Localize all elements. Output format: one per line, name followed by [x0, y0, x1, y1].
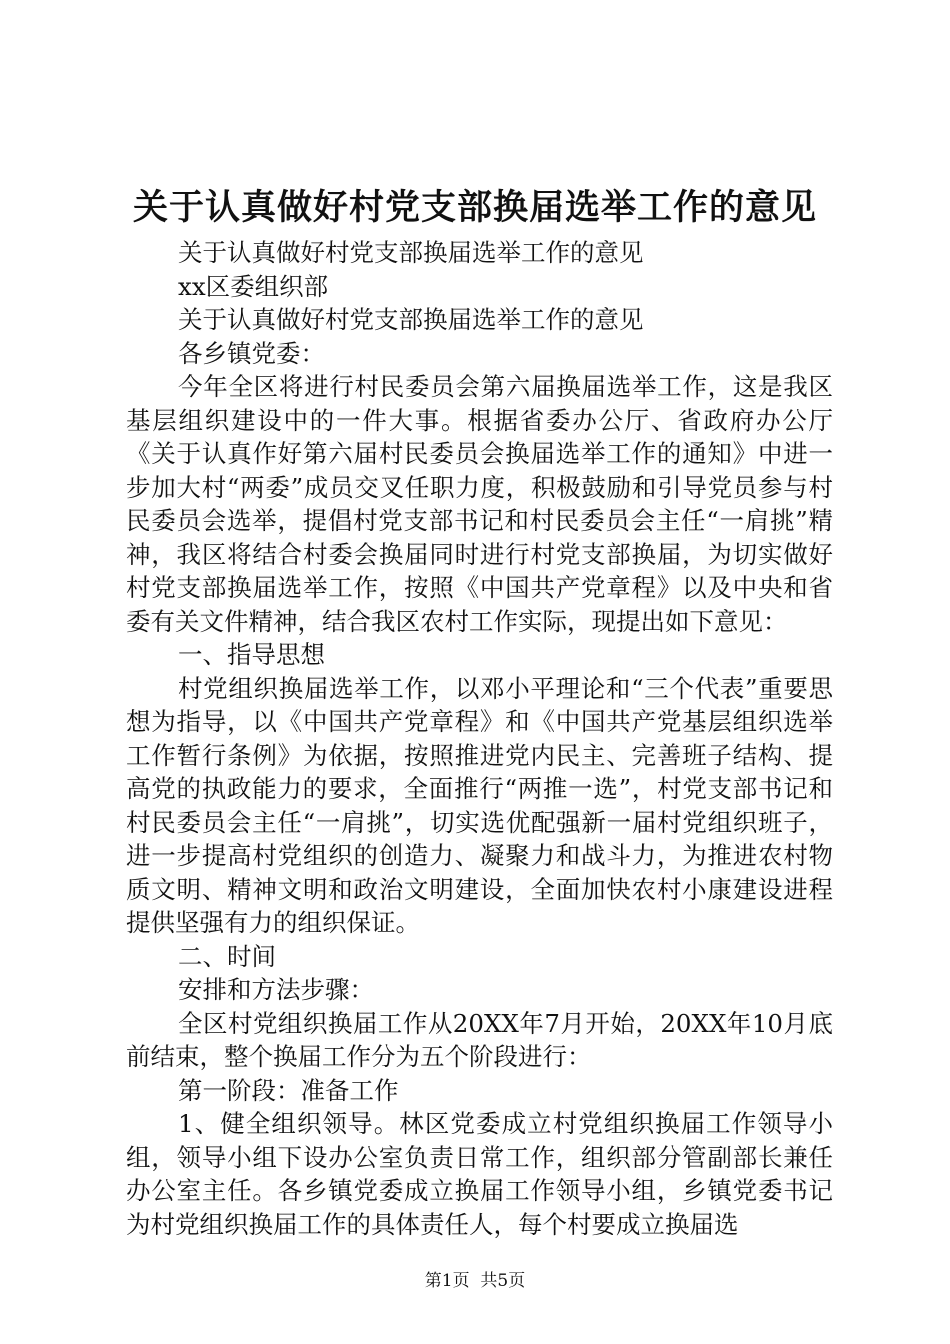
arrangement-heading: 安排和方法步骤：: [178, 975, 374, 1004]
section-heading-time: 二、时间: [178, 941, 276, 971]
issuing-department: xx区委组织部: [178, 271, 329, 301]
organization-paragraph: 1、健全组织领导。林区党委成立村党组织换届工作领导小组，领导小组下设办公室负责日常工作，组织部分管副部长兼任办公室主任。各乡镇党委成立换届工作领导小组，乡镇党委书记为村党组织换届工作的具体责任人，每个村要成立换届选: [126, 1109, 833, 1239]
document-title: 关于认真做好村党支部换届选举工作的意见: [132, 187, 817, 228]
section-heading-guiding-thought: 一、指导思想: [178, 640, 325, 669]
document-subtitle: 关于认真做好村党支部换届选举工作的意见: [178, 305, 644, 334]
guiding-thought-paragraph: 村党组织换届选举工作，以邓小平理论和“三个代表”重要思想为指导，以《中国共产党章程》和《中国共产党基层组织选举工作暂行条例》为依据，按照推进党内民主、完善班子结构、提高党的执政能力的要求，全面推行“两推一选”，村党支部书记和村民委员会主任“一肩挑”，切实选优配强新一届村党组织班子，进一步提高村党组织的创造力、凝聚力和战斗力，为推进农村物质文明、精神文明和政治文明建设，全面加快农村小康建设进程提供坚强有力的组织保证。: [126, 673, 833, 937]
intro-paragraph: 今年全区将进行村民委员会第六届换届选举工作，这是我区基层组织建设中的一件大事。根据省委办公厅、省政府办公厅《关于认真作好第六届村民委员会换届选举工作的通知》中进一步加大村“两委”成员交叉任职力度，积极鼓励和引导党员参与村民委员会选举，提倡村党支部书记和村民委员会主任“一肩挑”精神，我区将结合村委会换届同时进行村党支部换届，为切实做好村党支部换届选举工作，按照《中国共产党章程》以及中央和省委有关文件精神，结合我区农村工作实际，现提出如下意见：: [126, 372, 833, 636]
stage-one-heading: 第一阶段：准备工作: [178, 1075, 399, 1105]
heading-repeat: 关于认真做好村党支部换届选举工作的意见: [178, 238, 644, 267]
page-number: 第1页 共5页: [424, 1271, 526, 1291]
document-body: [126, 236, 833, 1241]
schedule-paragraph: 全区村党组织换届工作从20XX年7月开始，20XX年10月底前结束，整个换届工作分为五个阶段进行：: [126, 1008, 833, 1071]
salutation: 各乡镇党委：: [178, 338, 325, 368]
